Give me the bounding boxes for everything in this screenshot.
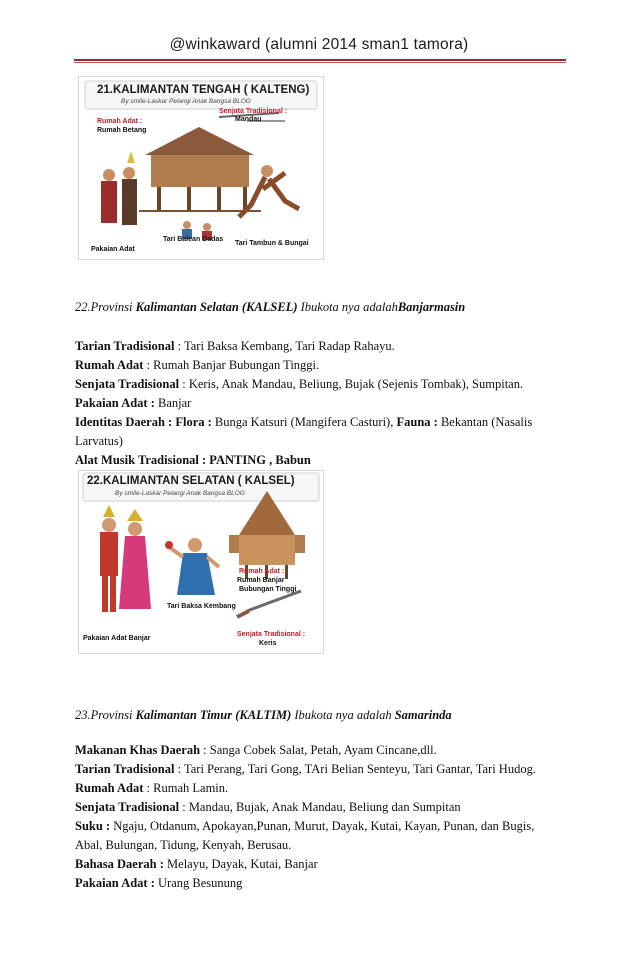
label-rumah-adat: Rumah Adat :: [97, 118, 143, 125]
kalsel-identitas-cont: Larvatus): [75, 434, 123, 448]
label-keris: Keris: [259, 640, 277, 647]
figure-title: 21.KALIMANTAN TENGAH ( KALTENG): [97, 84, 310, 96]
kaltim-makanan: Makanan Khas Daerah : Sanga Cobek Salat, Petah, Ayam Cincane,dll.: [75, 743, 437, 757]
kaltim-suku: Suku : Ngaju, Otdanum, Apokayan,Punan, Murut, Dayak, Kutai, Kayan, Punan, dan Bugis,: [75, 819, 535, 833]
kalsel-drawing: [79, 471, 323, 653]
kaltim-pakaian: Pakaian Adat : Urang Besunung: [75, 876, 243, 890]
section-22-heading: 22.Provinsi Kalimantan Selatan (KALSEL) Ibukota nya adalahBanjarmasin: [75, 300, 466, 314]
figure-credit: By smile-Laskar Pelangi Anak Bangsa BLOG: [115, 490, 245, 497]
header-rule-thin: [74, 62, 566, 63]
kalsel-identitas: Identitas Daerah : Flora : Bunga Katsuri (Mangifera Casturi), Fauna : Bekantan (Nasalis: [75, 415, 533, 429]
kaltim-tarian: Tarian Tradisional : Tari Perang, Tari Gong, TAri Belian Senteyu, Tari Gantar, Tari Hudog.: [75, 762, 536, 776]
page-header: @winkaward (alumni 2014 sman1 tamora): [169, 36, 469, 53]
label-pakaian-banjar: Pakaian Adat Banjar: [83, 635, 151, 642]
figure-title: 22.KALIMANTAN SELATAN ( KALSEL): [87, 475, 295, 487]
kalsel-senjata: Senjata Tradisional : Keris, Anak Mandau, Beliung, Bujak (Sejenis Tombak), Sumpitan.: [75, 377, 524, 391]
label-tari-balean: Tari Balean Dadas: [163, 236, 224, 243]
kaltim-rumah: Rumah Adat : Rumah Lamin.: [75, 781, 229, 795]
label-rumah-banjar: Rumah Banjar: [237, 577, 285, 584]
label-pakaian-adat: Pakaian Adat: [91, 246, 135, 253]
kalteng-illustration: [78, 76, 324, 260]
label-senjata: Senjata Tradisional :: [219, 108, 288, 115]
kalsel-tarian: Tarian Tradisional : Tari Baksa Kembang, Tari Radap Rahayu.: [75, 339, 395, 353]
kalsel-alat-musik: Alat Musik Tradisional : PANTING , Babun: [75, 453, 311, 467]
label-rumah-adat: Rumah Adat :: [239, 568, 285, 575]
section-23-heading: 23.Provinsi Kalimantan Timur (KALTIM) Ibukota nya adalah Samarinda: [75, 708, 452, 722]
label-bubungan-tinggi: Bubungan Tinggi: [239, 586, 297, 593]
kaltim-senjata: Senjata Tradisional : Mandau, Bujak, Anak Mandau, Beliung dan Sumpitan: [75, 800, 461, 814]
kalsel-pakaian: Pakaian Adat : Banjar: [75, 396, 192, 410]
label-tari-baksa: Tari Baksa Kembang: [167, 603, 236, 610]
header-rule: [74, 59, 566, 61]
kaltim-suku-cont: Abal, Bulungan, Tidung, Kenyah, Berusau.: [75, 838, 292, 852]
kaltim-bahasa: Bahasa Daerah : Melayu, Dayak, Kutai, Banjar: [75, 857, 318, 871]
figure-credit: By smile-Laskar Pelangi Anak Bangsa BLOG: [121, 98, 251, 105]
label-rumah-betang: Rumah Betang: [97, 127, 147, 134]
label-senjata: Senjata Tradisional :: [237, 631, 306, 638]
kalsel-rumah: Rumah Adat : Rumah Banjar Bubungan Tinggi.: [75, 358, 320, 372]
label-mandau: Mandau: [235, 116, 262, 123]
kalsel-illustration: [78, 470, 324, 654]
label-tari-tambun: Tari Tambun & Bungai: [235, 240, 309, 247]
